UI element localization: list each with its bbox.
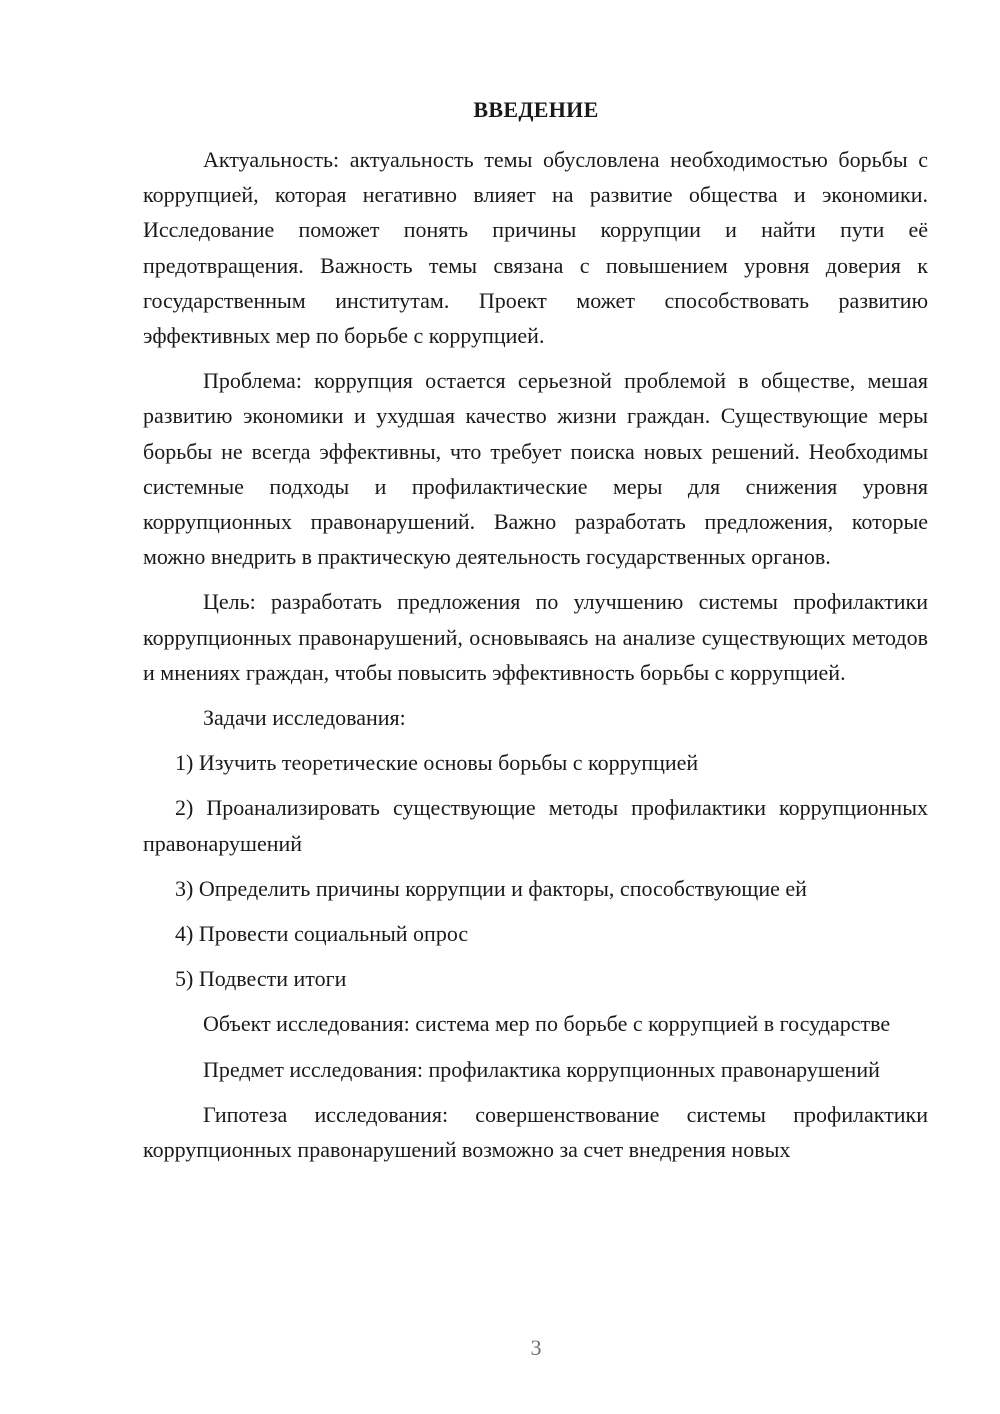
task-item-2: 2) Проанализировать существующие методы профилактики коррупционных правонарушений (143, 795, 928, 856)
task-item-1: 1) Изучить теоретические основы борьбы с коррупцией (175, 750, 699, 776)
paragraph-problem: Проблема: коррупция остается серьезной проблемой в обществе, мешая развитию экономики и ухудшая качество жизни граждан. Существующие меры борьбы не всегда эффективны, что требует поиска новых решений. Необходимы системные подходы и профилактические меры для снижения уровня коррупционных правонарушений. Важно разработать предложения, которые можно внедрить в практическую деятельность государственных органов. (143, 368, 928, 570)
paragraph-goal: Цель: разработать предложения по улучшению системы профилактики коррупционных правонарушений, основываясь на анализе существующих методов и мнениях граждан, чтобы повысить эффективность борьбы с коррупцией. (143, 589, 928, 685)
task-item-5: 5) Подвести итоги (175, 966, 347, 992)
paragraph-relevance: Актуальность: актуальность темы обусловлена необходимостью борьбы с коррупцией, которая негативно влияет на развитие общества и экономики. Исследование поможет понять причины коррупции и найти пути её предотвращения. Важность темы связана с повышением уровня доверия к государственным институтам. Проект может способствовать развитию эффективных мер по борьбе с коррупцией. (143, 147, 928, 349)
task-item-3: 3) Определить причины коррупции и факторы, способствующие ей (175, 875, 807, 901)
paragraph-hypothesis: Гипотеза исследования: совершенствование системы профилактики коррупционных правонарушений возможно за счет внедрения новых (143, 1101, 928, 1163)
task-item-4: 4) Провести социальный опрос (175, 921, 469, 947)
paragraph-tasks-heading: Задачи исследования: (203, 705, 406, 731)
paragraph-object: Объект исследования: система мер по борьбе с коррупцией в государстве (203, 1011, 891, 1037)
document-body (143, 142, 928, 1177)
paragraph-subject: Предмет исследования: профилактика коррупционных правонарушений (203, 1056, 880, 1082)
page-number: 3 (530, 1335, 542, 1360)
section-title: ВВЕДЕНИЕ (473, 97, 599, 122)
